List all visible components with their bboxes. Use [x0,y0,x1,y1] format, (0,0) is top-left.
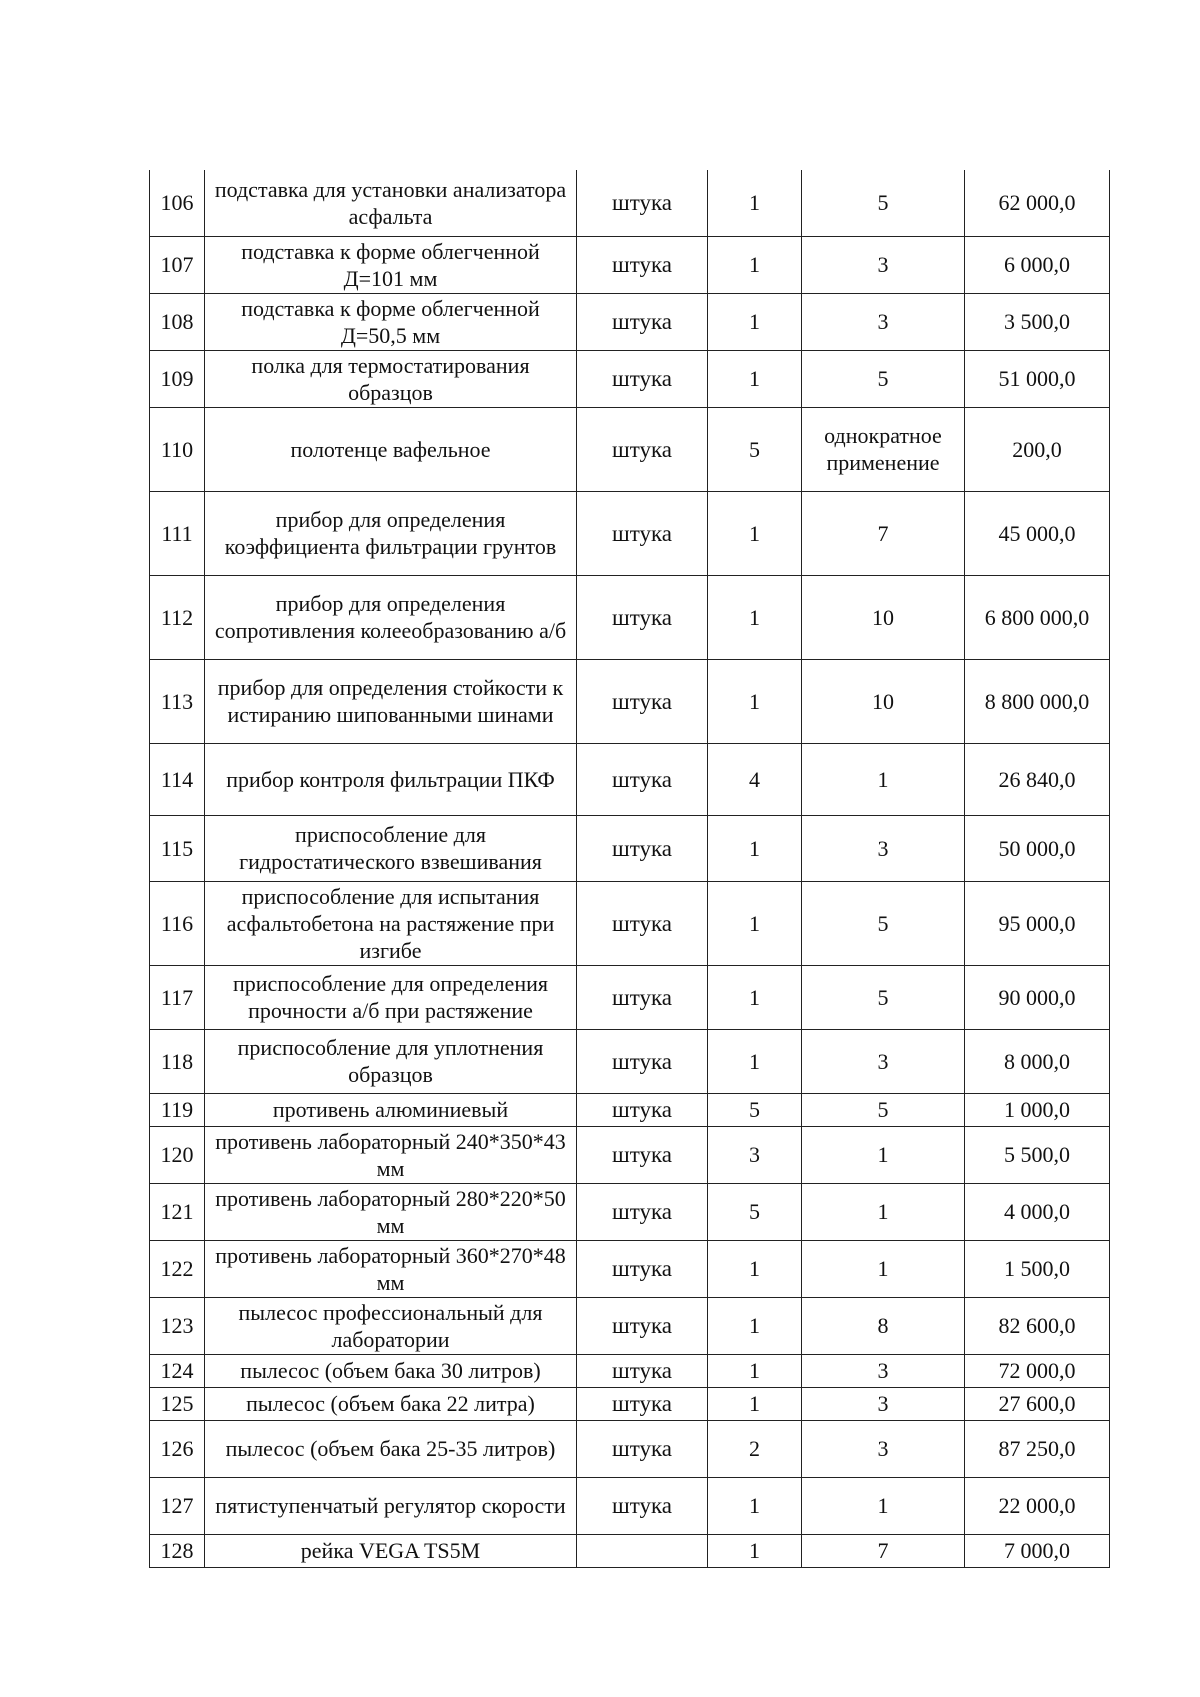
unit-cell [577,1534,708,1567]
quantity-cell: 1 [708,965,802,1029]
table-row [150,350,1110,407]
unit-cell: штука [577,965,708,1029]
service-life-cell: 5 [802,170,965,236]
row-number-cell: 119 [150,1093,205,1126]
service-life-cell: 3 [802,293,965,350]
price-cell: 82 600,0 [965,1297,1110,1354]
item-name-cell: прибор для определения стойкости к истиранию шипованными шинами [205,659,577,743]
service-life-cell: 1 [802,1240,965,1297]
item-name-cell: прибор контроля фильтрации ПКФ [205,743,577,815]
item-name-cell: противень лабораторный 360*270*48 мм [205,1240,577,1297]
item-name-cell: противень лабораторный 280*220*50 мм [205,1183,577,1240]
row-number-cell: 123 [150,1297,205,1354]
item-name-cell: противень алюминиевый [205,1093,577,1126]
table-row [150,170,1110,236]
row-number-cell: 111 [150,491,205,575]
table-row [150,965,1110,1029]
row-number-cell: 106 [150,170,205,236]
service-life-cell: 3 [802,815,965,881]
unit-cell: штука [577,815,708,881]
unit-cell: штука [577,1183,708,1240]
unit-cell: штука [577,407,708,491]
service-life-cell: 1 [802,1126,965,1183]
item-name-cell: полотенце вафельное [205,407,577,491]
service-life-cell: 5 [802,965,965,1029]
unit-cell: штука [577,1387,708,1420]
service-life-cell: 10 [802,575,965,659]
row-number-cell: 108 [150,293,205,350]
unit-cell: штука [577,1297,708,1354]
service-life-cell: 5 [802,350,965,407]
row-number-cell: 117 [150,965,205,1029]
unit-cell: штука [577,1477,708,1534]
table-row [150,1093,1110,1126]
item-name-cell: пылесос профессиональный для лаборатории [205,1297,577,1354]
row-number-cell: 118 [150,1029,205,1093]
table-row [150,1387,1110,1420]
service-life-cell: 3 [802,1420,965,1477]
price-cell: 51 000,0 [965,350,1110,407]
row-number-cell: 128 [150,1534,205,1567]
item-name-cell: рейка VEGA TS5M [205,1534,577,1567]
price-cell: 72 000,0 [965,1354,1110,1387]
price-cell: 5 500,0 [965,1126,1110,1183]
item-name-cell: пылесос (объем бака 22 литра) [205,1387,577,1420]
table-row [150,1420,1110,1477]
unit-cell: штука [577,575,708,659]
table-row [150,1029,1110,1093]
quantity-cell: 5 [708,407,802,491]
unit-cell: штука [577,293,708,350]
price-cell: 1 000,0 [965,1093,1110,1126]
quantity-cell: 1 [708,1477,802,1534]
quantity-cell: 5 [708,1093,802,1126]
table-row [150,407,1110,491]
table-body [150,170,1110,1567]
row-number-cell: 114 [150,743,205,815]
quantity-cell: 4 [708,743,802,815]
quantity-cell: 1 [708,236,802,293]
equipment-table [149,170,1110,1568]
table-row [150,1183,1110,1240]
item-name-cell: пылесос (объем бака 30 литров) [205,1354,577,1387]
service-life-cell: 1 [802,1477,965,1534]
row-number-cell: 109 [150,350,205,407]
unit-cell: штука [577,1126,708,1183]
price-cell: 200,0 [965,407,1110,491]
unit-cell: штука [577,170,708,236]
price-cell: 95 000,0 [965,881,1110,965]
item-name-cell: противень лабораторный 240*350*43 мм [205,1126,577,1183]
table-row [150,743,1110,815]
service-life-cell: 3 [802,1029,965,1093]
unit-cell: штука [577,881,708,965]
row-number-cell: 120 [150,1126,205,1183]
table-row [150,815,1110,881]
row-number-cell: 124 [150,1354,205,1387]
unit-cell: штука [577,1240,708,1297]
service-life-cell: 1 [802,1183,965,1240]
table-row [150,293,1110,350]
price-cell: 8 800 000,0 [965,659,1110,743]
unit-cell: штука [577,1420,708,1477]
price-cell: 7 000,0 [965,1534,1110,1567]
price-cell: 90 000,0 [965,965,1110,1029]
item-name-cell: приспособление для определения прочности а/б при растяжение [205,965,577,1029]
service-life-cell: однократное применение [802,407,965,491]
row-number-cell: 127 [150,1477,205,1534]
quantity-cell: 1 [708,350,802,407]
service-life-cell: 7 [802,1534,965,1567]
row-number-cell: 122 [150,1240,205,1297]
quantity-cell: 1 [708,1029,802,1093]
item-name-cell: подставка для установки анализатора асфальта [205,170,577,236]
row-number-cell: 125 [150,1387,205,1420]
item-name-cell: пылесос (объем бака 25-35 литров) [205,1420,577,1477]
table-row [150,659,1110,743]
price-cell: 45 000,0 [965,491,1110,575]
unit-cell: штука [577,491,708,575]
item-name-cell: полка для термостатирования образцов [205,350,577,407]
price-cell: 62 000,0 [965,170,1110,236]
row-number-cell: 126 [150,1420,205,1477]
price-cell: 8 000,0 [965,1029,1110,1093]
unit-cell: штука [577,236,708,293]
table-row [150,491,1110,575]
row-number-cell: 121 [150,1183,205,1240]
quantity-cell: 1 [708,491,802,575]
price-cell: 26 840,0 [965,743,1110,815]
quantity-cell: 1 [708,1354,802,1387]
unit-cell: штука [577,1029,708,1093]
quantity-cell: 1 [708,659,802,743]
quantity-cell: 1 [708,1534,802,1567]
item-name-cell: приспособление для уплотнения образцов [205,1029,577,1093]
unit-cell: штука [577,659,708,743]
service-life-cell: 3 [802,236,965,293]
table-row [150,881,1110,965]
service-life-cell: 10 [802,659,965,743]
table-row [150,236,1110,293]
row-number-cell: 115 [150,815,205,881]
price-cell: 87 250,0 [965,1420,1110,1477]
price-cell: 4 000,0 [965,1183,1110,1240]
quantity-cell: 1 [708,1240,802,1297]
item-name-cell: подставка к форме облегченной Д=101 мм [205,236,577,293]
unit-cell: штука [577,1093,708,1126]
quantity-cell: 1 [708,575,802,659]
price-cell: 6 800 000,0 [965,575,1110,659]
price-cell: 6 000,0 [965,236,1110,293]
price-cell: 22 000,0 [965,1477,1110,1534]
table-row [150,1477,1110,1534]
quantity-cell: 3 [708,1126,802,1183]
table-row [150,1297,1110,1354]
service-life-cell: 3 [802,1354,965,1387]
service-life-cell: 5 [802,881,965,965]
item-name-cell: приспособление для гидростатического взвешивания [205,815,577,881]
row-number-cell: 107 [150,236,205,293]
item-name-cell: прибор для определения сопротивления колееобразованию а/б [205,575,577,659]
quantity-cell: 1 [708,881,802,965]
table-row [150,1354,1110,1387]
item-name-cell: прибор для определения коэффициента фильтрации грунтов [205,491,577,575]
table-row [150,575,1110,659]
service-life-cell: 1 [802,743,965,815]
quantity-cell: 1 [708,293,802,350]
item-name-cell: приспособление для испытания асфальтобетона на растяжение при изгибе [205,881,577,965]
quantity-cell: 1 [708,170,802,236]
row-number-cell: 112 [150,575,205,659]
table-row [150,1534,1110,1567]
quantity-cell: 1 [708,815,802,881]
quantity-cell: 1 [708,1387,802,1420]
table-row [150,1126,1110,1183]
service-life-cell: 3 [802,1387,965,1420]
unit-cell: штука [577,350,708,407]
price-cell: 27 600,0 [965,1387,1110,1420]
unit-cell: штука [577,1354,708,1387]
quantity-cell: 5 [708,1183,802,1240]
quantity-cell: 1 [708,1297,802,1354]
row-number-cell: 110 [150,407,205,491]
table-row [150,1240,1110,1297]
item-name-cell: пятиступенчатый регулятор скорости [205,1477,577,1534]
row-number-cell: 116 [150,881,205,965]
price-cell: 50 000,0 [965,815,1110,881]
price-cell: 3 500,0 [965,293,1110,350]
row-number-cell: 113 [150,659,205,743]
service-life-cell: 8 [802,1297,965,1354]
price-cell: 1 500,0 [965,1240,1110,1297]
service-life-cell: 5 [802,1093,965,1126]
quantity-cell: 2 [708,1420,802,1477]
unit-cell: штука [577,743,708,815]
service-life-cell: 7 [802,491,965,575]
item-name-cell: подставка к форме облегченной Д=50,5 мм [205,293,577,350]
